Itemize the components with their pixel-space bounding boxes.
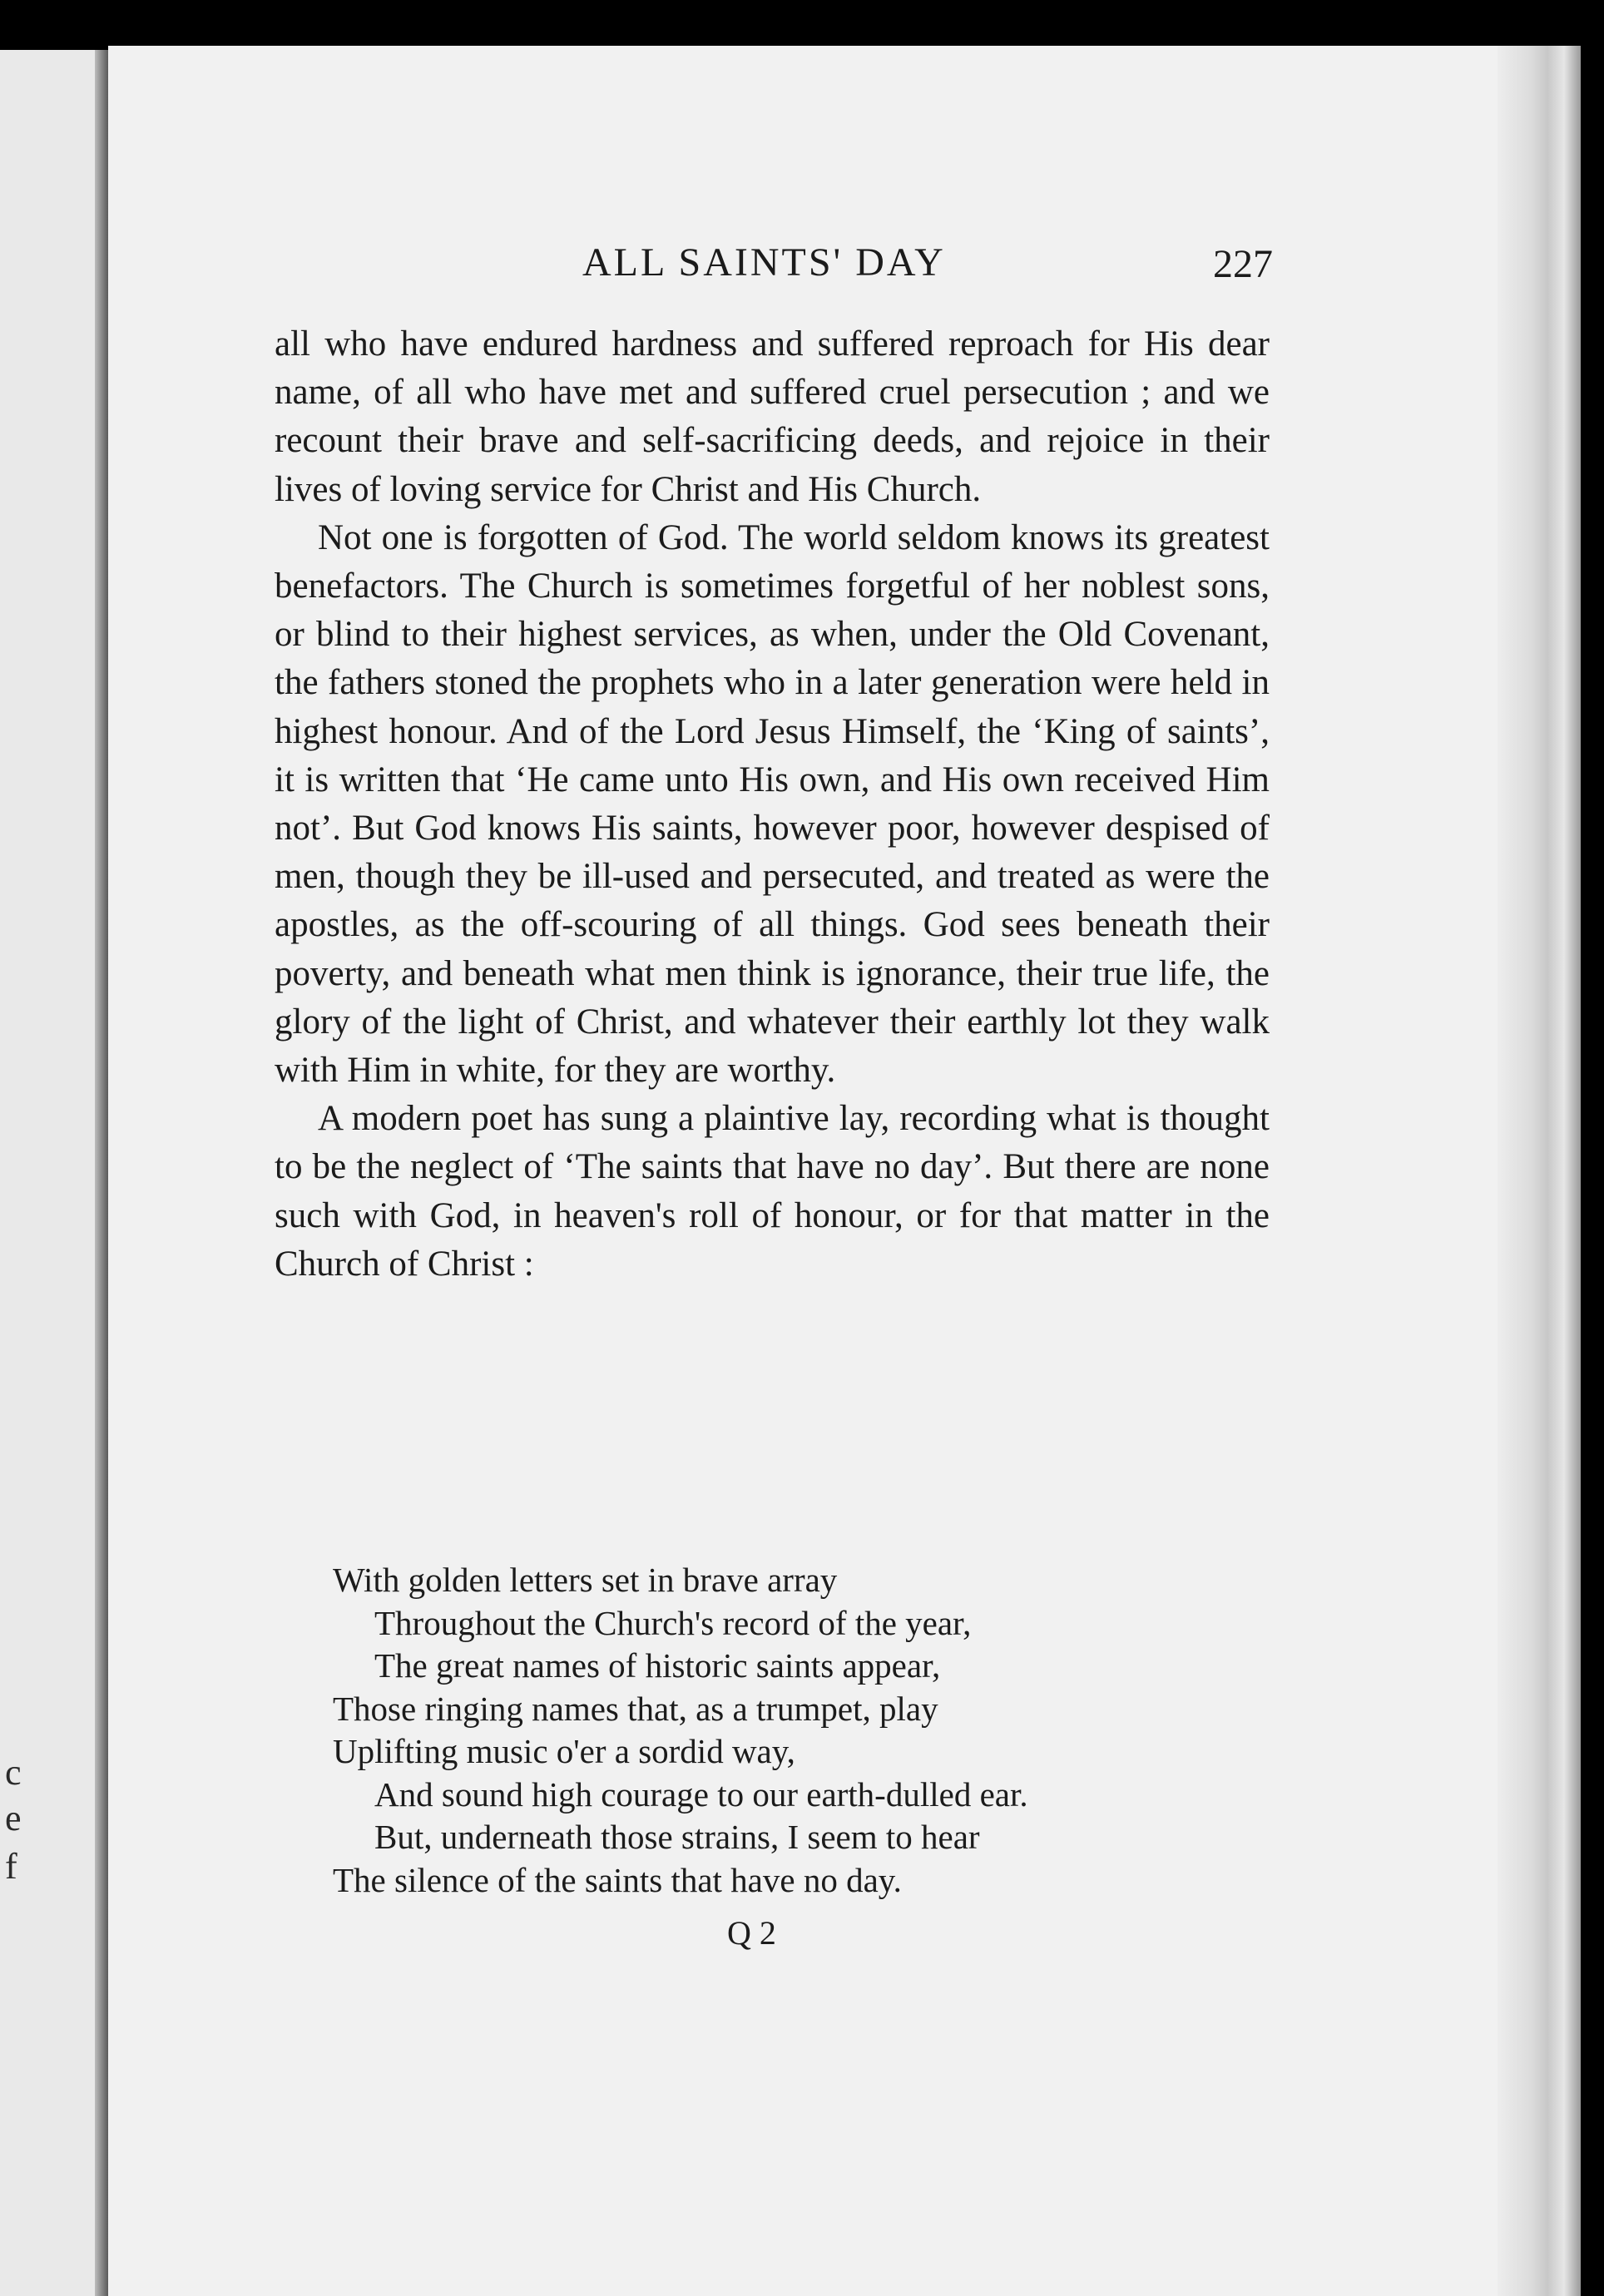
gutter-shadow [95,50,108,2296]
left-page-letter: f [5,1846,17,1887]
poem-line: With golden letters set in brave array [333,1561,838,1599]
paragraph: A modern poet has sung a plaintive lay, recording what is thought to be the neglect of ‘The saints that have no day’. But there are none such with God, in heaven's roll of honour, or for that matter in the Church of Christ : [275,1099,1270,1284]
left-page-letter: e [5,1798,22,1838]
body-text [275,320,1270,1289]
left-page-letter: c [5,1752,22,1793]
page-stack-edge [1498,46,1581,2296]
poem-line: The silence of the saints that have no day. [333,1860,902,1899]
paragraph: Not one is forgotten of God. The world seldom knows its greatest benefactors. The Church is sometimes forgetful of her noblest sons, or blind to their highest services, as when, under the Old Covenant, the fathers stoned the prophets who in a later generation were held in highest honour. And of the Lord Jesus Himself, the ‘King of saints’, it is written that ‘He came unto His own, and His own received Him not’. But God knows His saints, however poor, however despised of men, though they be ill-used and persecuted, and treated as were the apostles, as the off-scouring of all things. God sees beneath their poverty, and beneath what men think is ignorance, their true life, the glory of the light of Christ, and whatever their earthly lot they walk with Him in white, for they are worthy. [275,517,1270,1091]
poem-line: Throughout the Church's record of the year, [374,1603,972,1642]
poem-line: Those ringing names that, as a trumpet, play [333,1689,938,1728]
poem-line: But, underneath those strains, I seem to hear [374,1818,980,1856]
paragraph: all who have endured hardness and suffered reproach for His dear name, of all who have met and suffered cruel persecution ; and we recount their brave and self-sacrificing deeds, and rejoice in their lives of loving service for Christ and His Church. [275,324,1270,509]
signature-mark: Q 2 [727,1914,776,1952]
page-number: 227 [1213,242,1273,286]
poem-line: Uplifting music o'er a sordid way, [333,1732,795,1770]
poem-quotation [333,1559,1265,1902]
poem-line: And sound high courage to our earth-dulled ear. [374,1774,1028,1814]
running-head: ALL SAINTS' DAY [582,240,946,285]
left-page-edge [0,50,108,2296]
poem-line: The great names of historic saints appear, [374,1646,941,1685]
